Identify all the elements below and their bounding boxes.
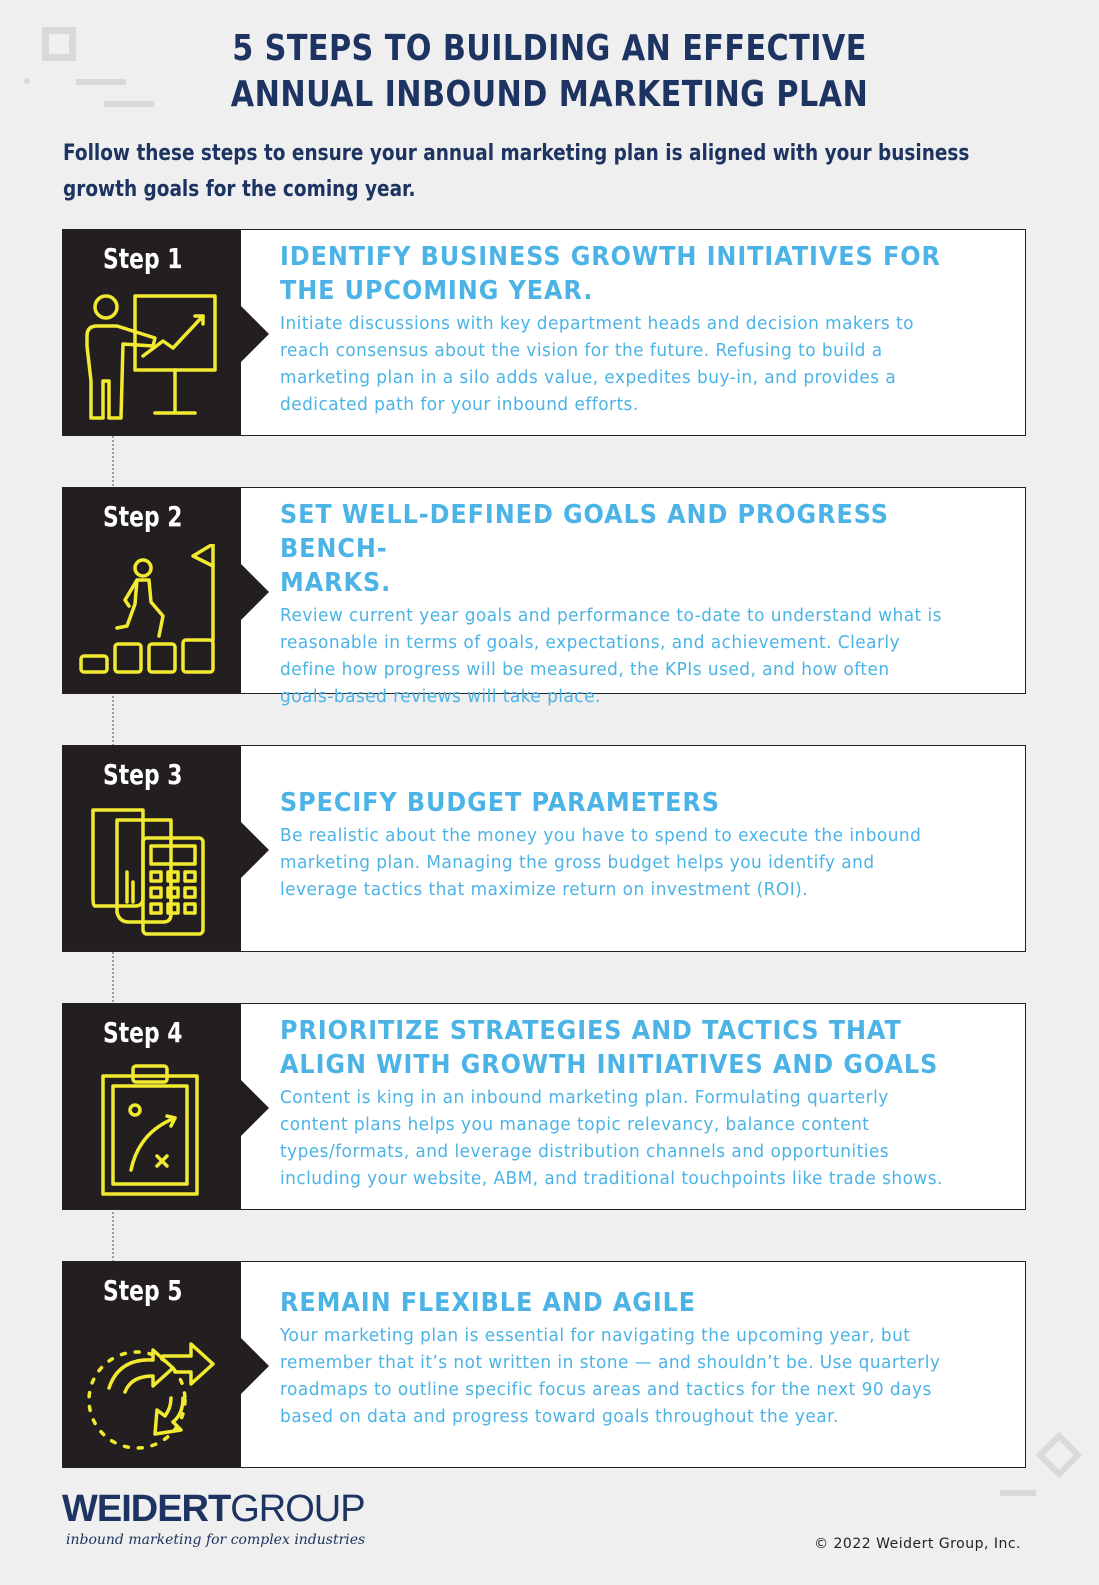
step-body-line: define how progress will be measured, the KPIs used, and how often — [280, 659, 890, 680]
step-card-5 — [62, 1261, 1026, 1468]
step-body-line: Be realistic about the money you have to spend to execute the inbound — [280, 825, 922, 846]
step-body-line: leverage tactics that maximize return on investment (ROI). — [280, 879, 809, 900]
step-side-panel — [63, 1262, 241, 1467]
step-card-2 — [62, 487, 1026, 707]
step-body — [280, 602, 994, 710]
step-heading — [280, 1286, 998, 1320]
budget-calculator-icon — [73, 802, 233, 942]
step-body-line: Your marketing plan is essential for navigating the upcoming year, but — [280, 1325, 911, 1346]
step-body — [280, 822, 994, 903]
presentation-chart-icon — [73, 286, 233, 426]
step-body-line: content plans helps you manage topic relevancy, balance content — [280, 1114, 870, 1135]
step-body — [280, 310, 994, 418]
title-line: 5 STEPS TO BUILDING AN EFFECTIVE — [232, 28, 867, 69]
step-label: Step 5 — [103, 1274, 183, 1307]
step-heading-line: MARKS. — [280, 568, 392, 598]
step-heading-line: SET WELL-DEFINED GOALS AND PROGRESS BENCH- — [280, 500, 889, 564]
step-body-line: marketing plan in a silo adds value, expedites buy-in, and provides a — [280, 367, 897, 388]
step-body-line: remember that it’s not written in stone — and shouldn’t be. Use quarterly — [280, 1352, 941, 1373]
step-content — [280, 1014, 999, 1192]
step-body-line: goals-based reviews will take place. — [280, 686, 601, 707]
step-side-panel — [63, 1004, 241, 1209]
weidert-group-logo — [62, 1488, 365, 1531]
step-body-line: Review current year goals and performance to-date to understand what is — [280, 605, 942, 626]
agile-cycle-icon — [73, 1318, 233, 1458]
stairs-goal-icon — [73, 544, 233, 684]
step-content — [280, 786, 999, 903]
step-content — [280, 498, 999, 710]
decorative-dot — [24, 78, 30, 84]
step-body-line: roadmaps to outline specific focus areas and tactics for the next 90 days — [280, 1379, 932, 1400]
step-label: Step 3 — [103, 758, 183, 791]
clipboard-strategy-icon — [73, 1060, 233, 1200]
step-body-line: Content is king in an inbound marketing plan. Formulating quarterly — [280, 1087, 889, 1108]
step-heading-line: THE UPCOMING YEAR. — [280, 276, 594, 306]
step-heading-line: ALIGN WITH GROWTH INITIATIVES AND GOALS — [280, 1050, 939, 1080]
copyright: © 2022 Weidert Group, Inc. — [814, 1536, 1021, 1552]
step-card-3 — [62, 745, 1026, 952]
step-body-line: including your website, ABM, and traditional touchpoints like trade shows. — [280, 1168, 943, 1189]
step-heading — [280, 1014, 998, 1082]
title-line: ANNUAL INBOUND MARKETING PLAN — [230, 74, 869, 115]
step-card-4 — [62, 1003, 1026, 1210]
step-heading-line: SPECIFY BUDGET PARAMETERS — [280, 788, 720, 818]
step-side-panel — [63, 746, 241, 951]
step-heading-line: REMAIN FLEXIBLE AND AGILE — [280, 1288, 697, 1318]
step-body-line: Initiate discussions with key department heads and decision makers to — [280, 313, 914, 334]
logo-light-text: GROUP — [230, 1488, 365, 1530]
step-label: Step 4 — [103, 1016, 183, 1049]
step-body — [280, 1322, 994, 1430]
step-body-line: types/formats, and leverage distribution channels and opportunities — [280, 1141, 890, 1162]
step-side-panel — [63, 488, 241, 693]
intro-line: Follow these steps to ensure your annual marketing plan is aligned with your business — [63, 141, 970, 166]
step-heading — [280, 240, 998, 308]
step-label: Step 2 — [103, 500, 183, 533]
decorative-diamond-icon — [1034, 1430, 1084, 1480]
decorative-dash — [1000, 1490, 1036, 1496]
step-body — [280, 1084, 994, 1192]
step-body-line: dedicated path for your inbound efforts. — [280, 394, 639, 415]
step-label: Step 1 — [103, 242, 183, 275]
intro-line: growth goals for the coming year. — [63, 177, 416, 202]
step-content — [280, 1286, 999, 1430]
step-body-line: reasonable in terms of goals, expectations, and achievement. Clearly — [280, 632, 901, 653]
step-body-line: reach consensus about the vision for the future. Refusing to build a — [280, 340, 883, 361]
intro-text — [63, 136, 1037, 208]
page-title — [88, 26, 1011, 118]
logo-bold-text: WEIDERT — [62, 1488, 231, 1530]
step-card-1 — [62, 229, 1026, 436]
step-side-panel — [63, 230, 241, 435]
step-heading — [280, 786, 998, 820]
step-content — [280, 240, 999, 418]
tagline: inbound marketing for complex industries — [66, 1532, 366, 1548]
step-heading-line: PRIORITIZE STRATEGIES AND TACTICS THAT — [280, 1016, 902, 1046]
step-body-line: marketing plan. Managing the gross budget helps you identify and — [280, 852, 875, 873]
step-heading — [280, 498, 998, 600]
step-body-line: based on data and progress toward goals throughout the year. — [280, 1406, 839, 1427]
step-heading-line: IDENTIFY BUSINESS GROWTH INITIATIVES FOR — [280, 242, 941, 272]
decorative-square — [42, 27, 76, 61]
